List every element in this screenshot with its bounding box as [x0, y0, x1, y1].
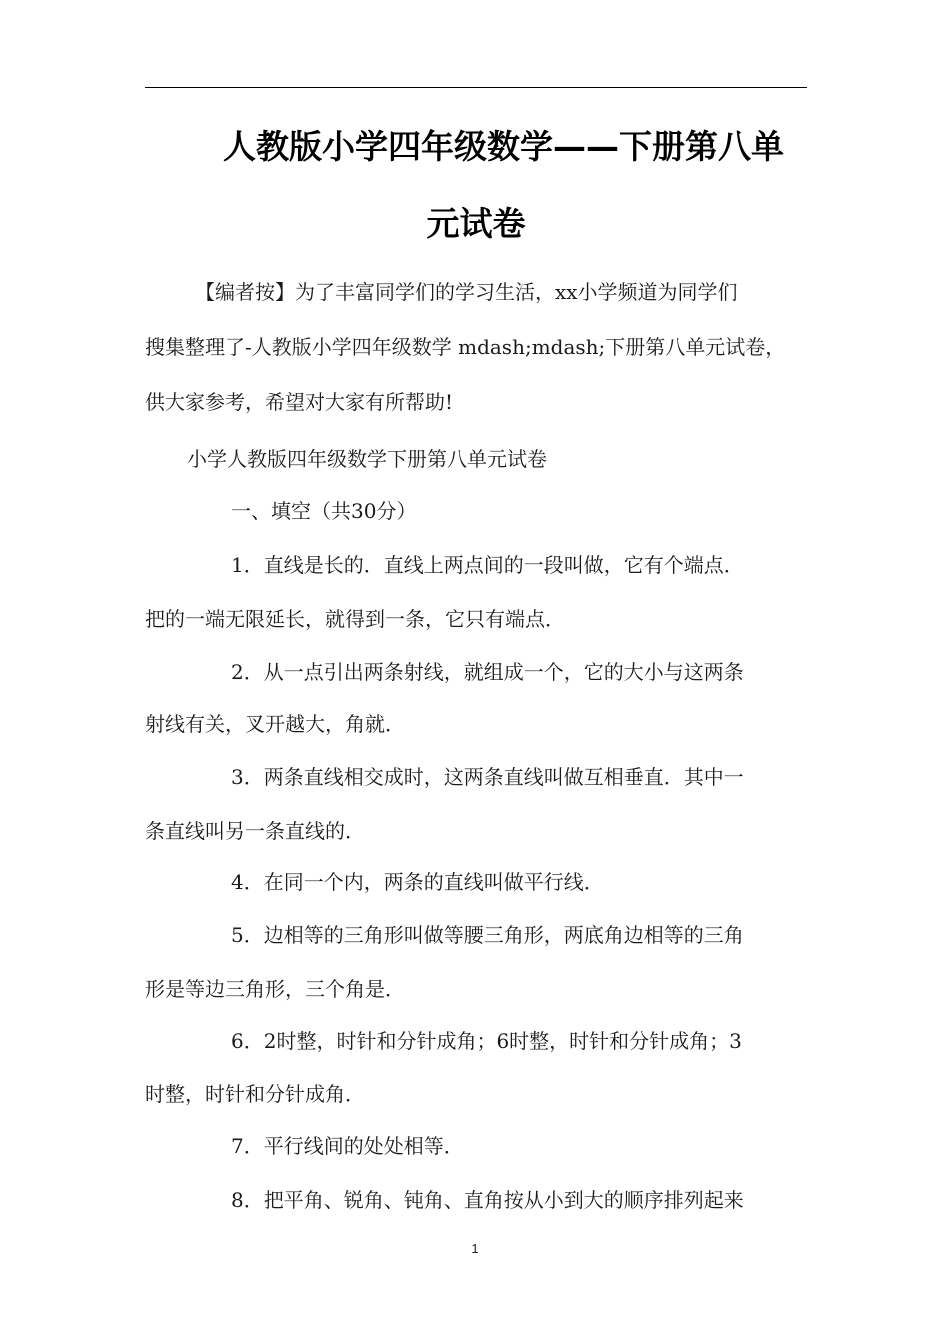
body-line: 2．从一点引出两条射线，就组成一个，它的大小与这两条: [231, 660, 744, 684]
header-rule: [145, 87, 807, 88]
body-line: 8．把平角、锐角、钝角、直角按从小到大的顺序排列起来: [231, 1188, 744, 1212]
body-line: 条直线叫另一条直线的．: [145, 819, 365, 843]
body-line: 搜集整理了-人教版小学四年级数学 mdash;mdash;下册第八单元试卷，: [145, 335, 786, 359]
body-line: 3．两条直线相交成时，这两条直线叫做互相垂直．其中一: [231, 765, 744, 789]
body-line: 4．在同一个内，两条的直线叫做平行线．: [231, 870, 604, 894]
body-line: 射线有关，叉开越大，角就．: [145, 712, 405, 736]
page-number: 1: [471, 1241, 479, 1256]
body-line: 7．平行线间的处处相等．: [231, 1134, 464, 1158]
document-title-line-1: 人教版小学四年级数学——下册第八单: [223, 127, 784, 166]
body-line: 一、填空（共30分）: [231, 499, 417, 523]
body-line: 形是等边三角形，三个角是．: [145, 977, 405, 1001]
document-title-line-2: 元试卷: [426, 204, 526, 243]
body-line: 时整，时针和分针成角．: [145, 1082, 365, 1106]
body-line: 5．边相等的三角形叫做等腰三角形，两底角边相等的三角: [231, 923, 744, 947]
body-line: 把的一端无限延长，就得到一条，它只有端点．: [145, 607, 565, 631]
body-line: 1．直线是长的．直线上两点间的一段叫做，它有个端点．: [231, 553, 744, 577]
body-line: 供大家参考，希望对大家有所帮助!: [145, 390, 454, 414]
body-line: 小学人教版四年级数学下册第八单元试卷: [187, 447, 547, 471]
body-line: 6．2时整，时针和分针成角；6时整，时针和分针成角；3: [231, 1029, 742, 1053]
body-line: 【编者按】为了丰富同学们的学习生活，xx小学频道为同学们: [195, 280, 738, 304]
